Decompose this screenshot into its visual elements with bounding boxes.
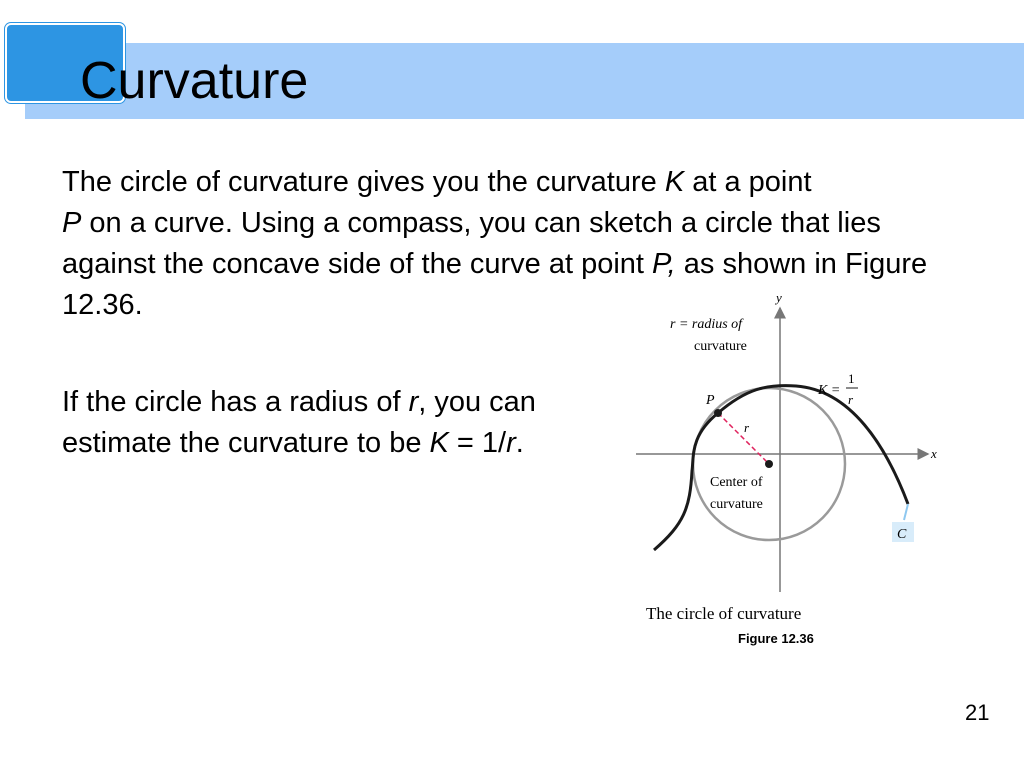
paragraph2-var-K: K	[429, 427, 449, 459]
paragraph1-var-P2: P,	[652, 248, 676, 280]
paragraph1-text-2: at a point	[684, 166, 812, 198]
paragraph2-text-1: If the circle has a radius of	[62, 386, 409, 418]
curvature-formula-numerator: 1	[848, 371, 855, 386]
y-axis-label: y	[776, 290, 782, 305]
paragraph-radius-estimate	[62, 382, 602, 464]
x-axis-label: x	[931, 446, 937, 461]
paragraph2-text-3: = 1/	[448, 427, 507, 459]
paragraph2-text-4: .	[515, 427, 524, 459]
center-dot	[765, 460, 773, 468]
page-number: 21	[965, 700, 990, 725]
paragraph1-var-K: K	[664, 166, 685, 198]
figure-diagram	[636, 286, 956, 666]
paragraph2-var-r2: r	[506, 427, 516, 459]
curvature-formula-denominator: r	[848, 392, 854, 407]
slide-title: Curvature	[80, 52, 309, 110]
radius-definition-text: r = radius of	[670, 317, 743, 332]
paragraph1-text-3: on a curve. Using a compass, you can sketch a circle that lies against the concave side of the curve at point	[62, 207, 881, 280]
curve-c-leader	[904, 504, 908, 520]
paragraph2-text-2: , you can estimate the curvature to be	[62, 386, 536, 459]
radius-definition-line2: curvature	[694, 339, 747, 354]
paragraph1-text-1: The circle of curvature gives you the curvature	[62, 166, 665, 198]
paragraph2-var-r: r	[408, 386, 419, 418]
point-p-label: P	[706, 393, 715, 408]
figure-number: Figure 12.36	[738, 631, 814, 646]
figure-circle-of-curvature	[636, 286, 956, 666]
curvature-formula-k: K =	[818, 383, 841, 398]
center-label-line1: Center of	[710, 475, 763, 490]
curve-c	[654, 386, 908, 550]
figure-caption: The circle of curvature	[646, 604, 802, 623]
point-p-dot	[714, 409, 722, 417]
radius-definition-line1	[670, 317, 744, 332]
paragraph1-var-P: P	[62, 207, 82, 239]
radius-r-label: r	[744, 420, 750, 435]
paragraph1-text-4: as shown in Figure 12.36.	[62, 248, 928, 321]
curve-c-label: C	[897, 527, 907, 542]
center-label-line2: curvature	[710, 497, 763, 512]
